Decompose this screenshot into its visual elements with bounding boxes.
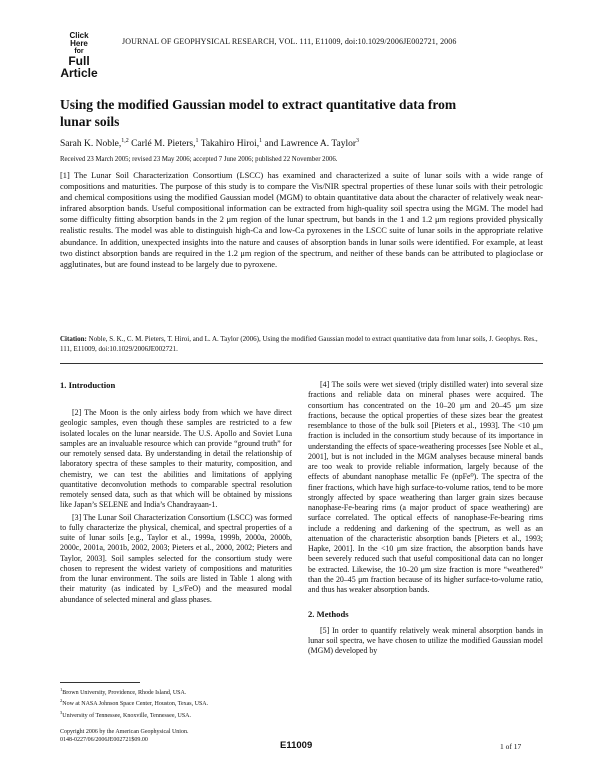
citation-text: Noble, S. K., C. M. Pieters, T. Hiroi, and L. A. Taylor (2006), Using the modified Gaussian model to extract quantitative data from lunar soils, J. Geophys. Res., 111, E11009, doi:10.1029/2006JE002721. xyxy=(60,335,538,353)
author-list xyxy=(60,138,359,149)
badge-line-here: Here xyxy=(70,39,88,48)
paragraph-4: [4] The soils were wet sieved (triply distilled water) into several size fractions and reliable data on mineral phases were acquired. The consortium has concentrated on the 10–20 μm and 20–45 μm size fractions, because the optical properties of these sizes bear the greatest resemblance to those of the bulk soil [Pieters et al., 1993]. The <10 μm fraction is included in the consortium study because of its importance in understanding the effects of space-weathering processes [see Noble et al., 2001], but is not included in the MGM analyses because mineral bands are too weak to provide reliable information, largely because of the effects of abundant nanophase metallic Fe (npFe⁰). The spectra of the finer fractions, which have high surface-to-volume ratios, tend to be more strongly affected by space weathering than larger grain sizes because nanophase-Fe-bearing rims (a major product of space weathering) are surface correlated. The optical effects of nanophase-Fe-bearing rims include a reddening and darkening of the spectrum, as well as an attenuation of the characteristic absorption bands [Pieters et al., 1993; Hapke, 2001]. In the <10 μm size fraction, the absorption bands have been severely reduced such that useful compositional data can no longer be extracted. Likewise, the 10–20 μm size fraction is more “weathered” than the 20–45 μm fraction because of its higher surface-to-volume ratio, and thus has weaker absorption bands. xyxy=(308,380,543,594)
author-name: Takahiro Hiroi, xyxy=(200,139,260,150)
badge-line-for: for xyxy=(74,48,84,55)
paragraph-3: [3] The Lunar Soil Characterization Consortium (LSCC) was formed to fully characterize the physical, chemical, and spectral properties of a suite of lunar soils [e.g., Taylor et al., 1999a, 1999b, 2000a, 2000b, 2000c, 2001a, 2001b, 2002, 2003; Pieters et al., 2000, 2002; Pieters and Taylor, 2003]. Soil samples selected for the consortium study were chosen to represent the widest variety of compositions and maturities from the lunar environment. The soils are listed in Table 1 along with their maturity (as indicated by I_s/FeO) and the measured modal abundance of selected mineral and glass phases. xyxy=(60,512,292,604)
author-name: Sarah K. Noble, xyxy=(60,139,122,150)
footnote xyxy=(60,686,292,697)
paper-title: Using the modified Gaussian model to extract quantitative data from lunar soils xyxy=(60,97,457,129)
copyright-line: Copyright 2006 by the American Geophysical Union. xyxy=(60,729,189,735)
section-1-heading-wrap xyxy=(60,380,292,390)
footnote-marker: 2 xyxy=(60,698,63,704)
right-column xyxy=(308,380,543,656)
copyright-notice xyxy=(60,728,292,744)
received-dates: Received 23 March 2005; revised 23 May 2006; accepted 7 June 2006; published 22 November 2006. xyxy=(60,156,338,163)
citation xyxy=(60,335,543,354)
author-name: Carlé M. Pieters, xyxy=(131,139,196,150)
page-number: 1 of 17 xyxy=(500,742,522,751)
click-here-full-article-badge[interactable] xyxy=(60,32,98,78)
author-affiliation: 1 xyxy=(195,138,199,144)
paragraph-5: [5] In order to quantify relatively weak mineral absorption bands in lunar soil spectra, we have chosen to utilize the modified Gaussian model (MGM) developed by xyxy=(308,625,543,655)
footnotes xyxy=(60,686,292,720)
section-divider xyxy=(60,363,543,364)
abstract-text: The Lunar Soil Characterization Consortium (LSCC) has examined and characterized a suite of lunar soils with a wide range of compositions and maturities. The purpose of this study is to compare the Vis/NIR spectral properties of these lunar soils with their petrologic and chemical compositions using the modified Gaussian model (MGM) to obtain quantitative data about the character of relatively weak near-infrared absorption bands. Useful compositional information can be extracted from high-quality soil spectra using the MGM. The model had some difficulty fitting absorption bands in the 2 μm region of the lunar spectrum, but bands in the 1 and 1.2 μm regions provided physically realistic results. The model was able to distinguish high-Ca and low-Ca pyroxenes in the LSCC suite of lunar soils in the appropriate relative abundance. In addition, unexpected insights into the nature and causes of absorption bands in lunar soils were identified. For example, at least two distinct absorption bands are required in the 1.2 μm region of the spectrum, and neither of these bands can be attributed to plagioclase or agglutinates, but are found instead to be largely due to pyroxene. xyxy=(60,171,543,269)
abstract-number: [1] xyxy=(60,171,70,180)
footnote xyxy=(60,697,292,708)
badge-line-click: Click xyxy=(69,31,89,40)
issn-line: 0148-0227/06/2006JE002721$09.00 xyxy=(60,737,148,743)
section-heading-introduction: 1. Introduction xyxy=(60,380,116,390)
left-column xyxy=(60,408,292,605)
footnote-divider xyxy=(60,682,140,683)
author-affiliation: 1 xyxy=(259,138,263,144)
footnote-text: Now at NASA Johnson Space Center, Houston, Texas, USA. xyxy=(62,701,209,708)
footnote-text: Brown University, Providence, Rhode Island, USA. xyxy=(62,690,187,696)
author-affiliation: 3 xyxy=(356,138,359,144)
section-heading-methods: 2. Methods xyxy=(308,609,349,620)
footnote-marker: 1 xyxy=(60,687,63,692)
badge-line-full: Full xyxy=(68,54,90,68)
footnote-marker: 3 xyxy=(60,709,63,715)
paragraph-2: [2] The Moon is the only airless body from which we have direct geologic samples, even though these samples are restricted to a few isolated locales on the lunar nearside. The U.S. Apollo and Soviet Luna samples are an invaluable resource which can provide “ground truth” for our remotely sensed data. By understanding in detail the relationship of laboratory spectra of these samples to their maturity, composition, and chemistry, we can test the abilities and limitations of applying quantitative deconvolution methods to comparable spectral resolution remotely sensed data, such as that which will be obtained by missions like Japan’s SELENE and India’s Chandrayaan-1. xyxy=(60,408,292,510)
abstract xyxy=(60,170,543,270)
author-name: and Lawrence A. Taylor xyxy=(264,139,356,150)
article-id: E11009 xyxy=(280,740,313,751)
journal-header: JOURNAL OF GEOPHYSICAL RESEARCH, VOL. 111, E11009, doi:10.1029/2006JE002721, 2006 xyxy=(122,37,457,46)
citation-label: Citation: xyxy=(60,335,87,343)
footnote-text: University of Tennessee, Knoxville, Tennessee, USA. xyxy=(62,712,191,719)
author-affiliation: 1,2 xyxy=(121,138,129,144)
footnote xyxy=(60,709,292,720)
badge-line-article: Article xyxy=(60,66,98,80)
